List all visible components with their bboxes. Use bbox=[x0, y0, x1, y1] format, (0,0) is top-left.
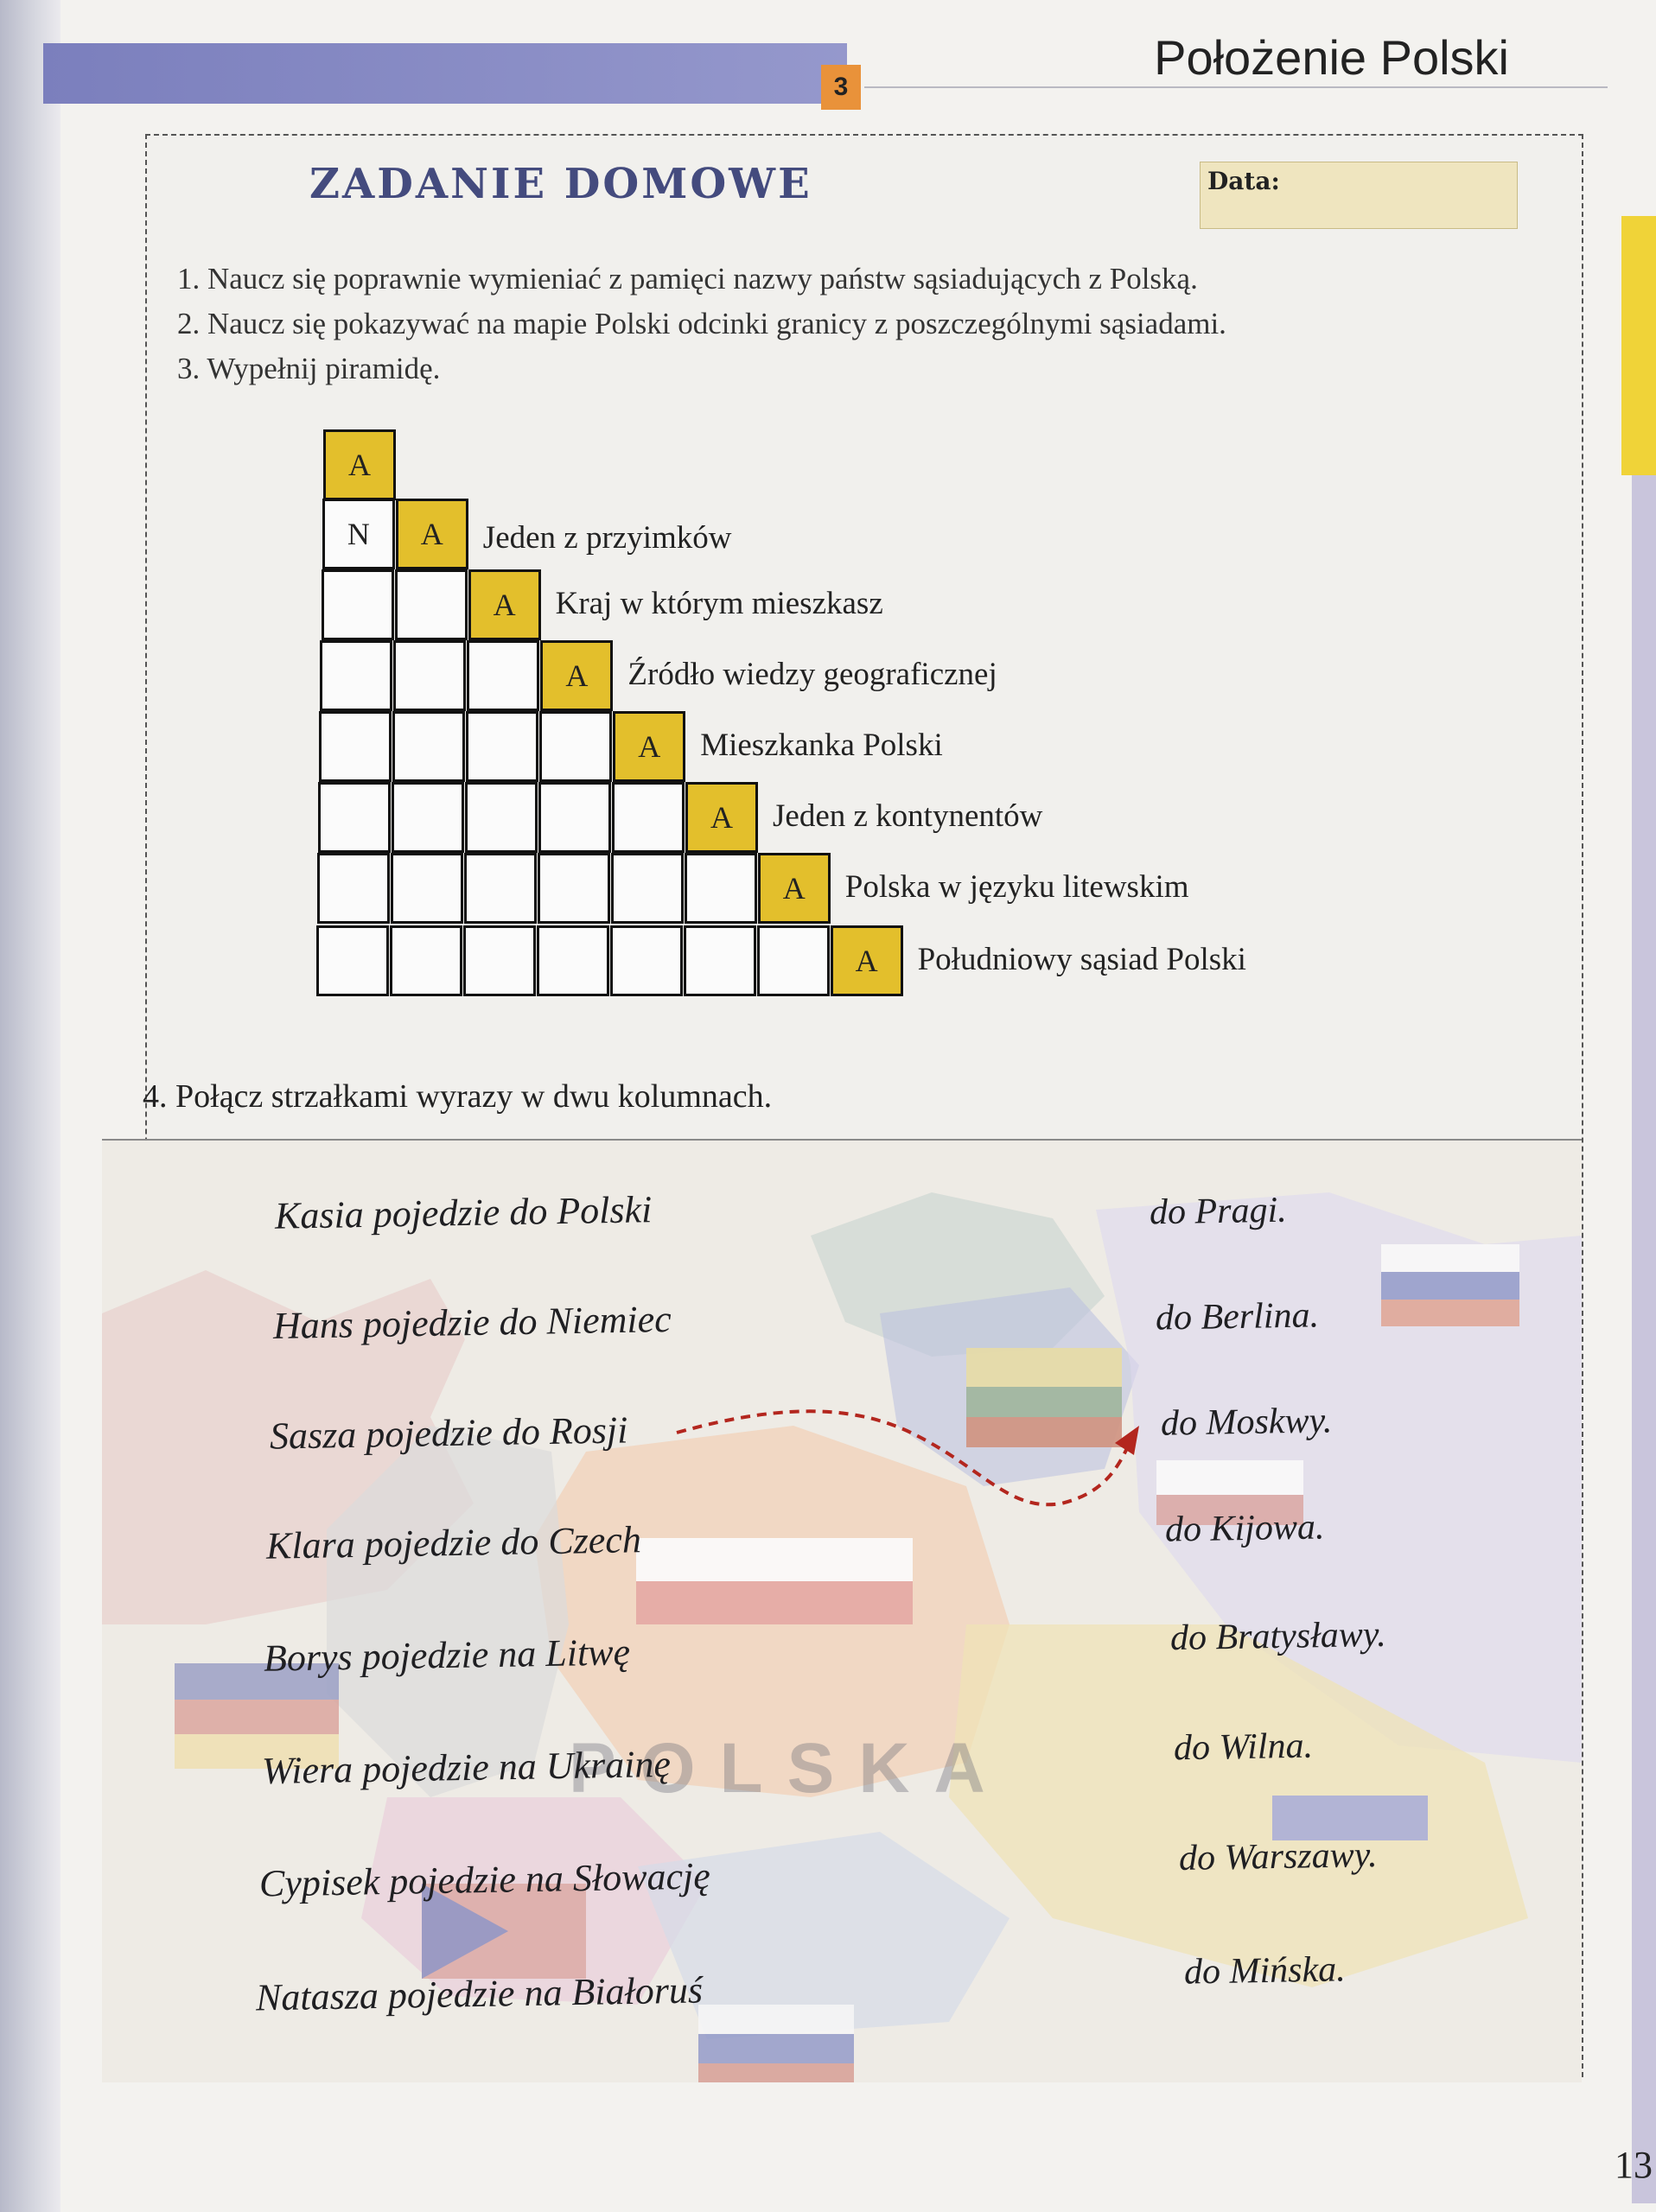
pyramid-cell[interactable] bbox=[537, 925, 609, 996]
pyramid-clue: Południowy sąsiad Polski bbox=[917, 942, 1246, 977]
flag-belarus bbox=[1156, 1460, 1303, 1495]
pyramid-cell[interactable] bbox=[684, 925, 756, 996]
match-left-item[interactable]: Hans pojedzie do Niemiec bbox=[272, 1297, 672, 1348]
match-left-item[interactable]: Cypisek pojedzie na Słowację bbox=[258, 1854, 711, 1905]
match-left-item[interactable]: Natasza pojedzie na Białoruś bbox=[255, 1968, 704, 2019]
map-label: POLSKA bbox=[569, 1729, 1010, 1808]
pyramid-cell[interactable] bbox=[392, 711, 465, 782]
instruction-item: 1. Naucz się poprawnie wymieniać z pamięci nazwy państw sąsiadujących z Polską. bbox=[177, 262, 1198, 296]
match-left-item[interactable]: Borys pojedzie na Litwę bbox=[263, 1630, 631, 1680]
pyramid-cell[interactable] bbox=[391, 853, 463, 924]
match-right-item[interactable]: do Warszawy. bbox=[1178, 1835, 1378, 1878]
pyramid-cell[interactable] bbox=[539, 711, 612, 782]
pyramid-cell[interactable] bbox=[610, 925, 683, 996]
date-label: Data: bbox=[1207, 167, 1280, 195]
pyramid-cell[interactable] bbox=[390, 925, 462, 996]
pyramid-cell[interactable] bbox=[757, 925, 830, 996]
pyramid-key-cell[interactable]: A bbox=[831, 925, 903, 996]
match-right-item[interactable]: do Moskwy. bbox=[1160, 1401, 1333, 1444]
match-right-item[interactable]: do Wilna. bbox=[1173, 1726, 1314, 1769]
match-left-item[interactable]: Klara pojedzie do Czech bbox=[265, 1518, 642, 1567]
match-left-item[interactable]: Kasia pojedzie do Polski bbox=[274, 1188, 653, 1237]
pyramid-cell[interactable] bbox=[465, 782, 538, 853]
pyramid-cell[interactable] bbox=[395, 569, 468, 640]
pyramid-cell[interactable] bbox=[685, 853, 757, 924]
task4-instruction: 4. Połącz strzałkami wyrazy w dwu kolumnach. bbox=[143, 1078, 773, 1115]
book-spine bbox=[0, 0, 61, 2212]
pyramid-cell[interactable] bbox=[612, 782, 685, 853]
pyramid-key-cell[interactable]: A bbox=[468, 569, 541, 640]
pyramid-cell[interactable] bbox=[322, 569, 394, 640]
pyramid-cell[interactable] bbox=[538, 853, 610, 924]
pyramid-cell[interactable] bbox=[463, 925, 536, 996]
chapter-number: 3 bbox=[821, 65, 861, 110]
instruction-item: 3. Wypełnij piramidę. bbox=[177, 352, 441, 385]
pyramid-cell[interactable] bbox=[318, 782, 391, 853]
pyramid-key-cell[interactable]: A bbox=[396, 499, 468, 569]
edge-tab-yellow bbox=[1621, 216, 1656, 475]
pyramid-clue: Jeden z kontynentów bbox=[773, 798, 1043, 834]
pyramid-cell[interactable] bbox=[464, 853, 537, 924]
pyramid-cell[interactable]: N bbox=[322, 499, 395, 569]
pyramid-clue: Kraj w którym mieszkasz bbox=[555, 586, 883, 621]
date-box[interactable] bbox=[1200, 162, 1518, 229]
flag-lithuania bbox=[966, 1348, 1122, 1387]
flag-slovakia bbox=[698, 2005, 854, 2034]
matching-map bbox=[102, 1139, 1582, 2082]
pyramid-key-cell[interactable]: A bbox=[613, 711, 685, 782]
page-number: 13 bbox=[1615, 2144, 1653, 2186]
match-right-item[interactable]: do Kijowa. bbox=[1164, 1507, 1325, 1550]
edge-tab-purple bbox=[1632, 475, 1656, 2203]
pyramid-cell[interactable] bbox=[611, 853, 684, 924]
header-band bbox=[43, 43, 847, 104]
pyramid-key-cell[interactable]: A bbox=[685, 782, 758, 853]
pyramid-clue: Źródło wiedzy geograficznej bbox=[627, 657, 997, 692]
pyramid-cell[interactable] bbox=[538, 782, 611, 853]
pyramid-cell[interactable] bbox=[320, 640, 392, 711]
header-rule bbox=[864, 86, 1608, 88]
pyramid-key-cell[interactable]: A bbox=[758, 853, 831, 924]
pyramid-key-cell[interactable]: A bbox=[540, 640, 613, 711]
pyramid-key-cell[interactable]: A bbox=[323, 429, 396, 500]
map-background bbox=[102, 1141, 1582, 2082]
match-right-item[interactable]: do Mińska. bbox=[1183, 1949, 1347, 1993]
pyramid-cell[interactable] bbox=[319, 711, 392, 782]
match-right-item[interactable]: do Berlina. bbox=[1155, 1295, 1320, 1338]
pyramid-clue: Jeden z przyimków bbox=[482, 520, 732, 556]
flag-ukraine bbox=[1272, 1796, 1428, 1840]
pyramid-clue: Mieszkanka Polski bbox=[700, 728, 943, 763]
pyramid-clue: Polska w języku litewskim bbox=[844, 869, 1189, 905]
match-left-item[interactable]: Wiera pojedzie na Ukrainę bbox=[261, 1742, 672, 1793]
instruction-item: 2. Naucz się pokazywać na mapie Polski odcinki granicy z poszczególnymi sąsiadami. bbox=[177, 307, 1226, 340]
section-title: Położenie Polski bbox=[1154, 30, 1509, 85]
pyramid-cell[interactable] bbox=[466, 711, 538, 782]
match-right-item[interactable]: do Pragi. bbox=[1149, 1190, 1288, 1233]
pyramid-cell[interactable] bbox=[316, 925, 389, 996]
pyramid-cell[interactable] bbox=[392, 782, 464, 853]
instructions-list bbox=[177, 257, 1226, 391]
pyramid-cell[interactable] bbox=[317, 853, 390, 924]
match-right-item[interactable]: do Bratysławy. bbox=[1169, 1614, 1387, 1659]
pyramid-cell[interactable] bbox=[467, 640, 539, 711]
flag-poland bbox=[636, 1538, 913, 1581]
task-title: ZADANIE DOMOWE bbox=[309, 160, 812, 208]
pyramid-cell[interactable] bbox=[393, 640, 466, 711]
match-left-item[interactable]: Sasza pojedzie do Rosji bbox=[269, 1408, 628, 1458]
